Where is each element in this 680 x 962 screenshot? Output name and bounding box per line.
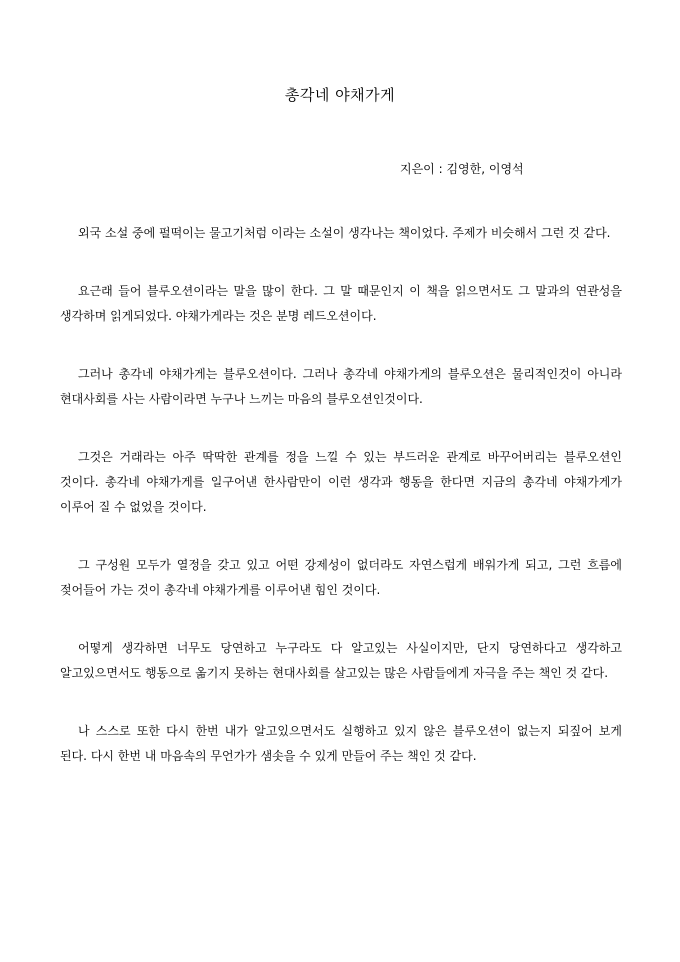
paragraph: 요근래 들어 블루오션이라는 말을 많이 한다. 그 말 때문인지 이 책을 읽으면서도 그 말과의 연관성을 생각하며 읽게되었다. 야채가게라는 것은 분명 레드오션이다. <box>60 284 622 323</box>
document-body <box>60 221 622 802</box>
paragraph: 어떻게 생각하면 너무도 당연하고 누구라도 다 알고있는 사실이지만, 단지 당연하다고 생각하고 알고있으면서도 행동으로 옮기지 못하는 현대사회를 살고있는 많은 사람들에게 자극을 주는 책인 것 같다. <box>60 641 622 680</box>
paragraph: 그 구성원 모두가 열정을 갖고 있고 어떤 강제성이 없더라도 자연스럽게 배워가게 되고, 그런 흐름에 젖어들어 가는 것이 총각네 야채가게를 이루어낸 힘인 것이다. <box>60 558 622 597</box>
author-line: 지은이 : 김영한, 이영석 <box>400 162 524 176</box>
paragraph: 그것은 거래라는 아주 딱딱한 관계를 정을 느낄 수 있는 부드러운 관계로 바꾸어버리는 블루오션인 것이다. 총각네 야채가게를 일구어낸 한사람만이 이런 생각과 행동을 한다면 지금의 총각네 야채가게가 이루어 질 수 없었을 것이다. <box>60 450 622 514</box>
document-title: 총각네 야채가게 <box>284 86 396 104</box>
paragraph: 외국 소설 중에 펄떡이는 물고기처럼 이라는 소설이 생각나는 책이었다. 주제가 비슷해서 그런 것 같다. <box>78 226 611 240</box>
paragraph: 나 스스로 또한 다시 한번 내가 알고있으면서도 실행하고 있지 않은 블루오션이 없는지 되짚어 보게 된다. 다시 한번 내 마음속의 무언가가 샘솟을 수 있게 만들어 주는 책인 것 같다. <box>60 724 622 763</box>
paragraph: 그러나 총각네 야채가게는 블루오션이다. 그러나 총각네 야채가게의 블루오션은 물리적인것이 아니라 현대사회를 사는 사람이라면 누구나 느끼는 마음의 블루오션인것이다. <box>60 367 622 406</box>
